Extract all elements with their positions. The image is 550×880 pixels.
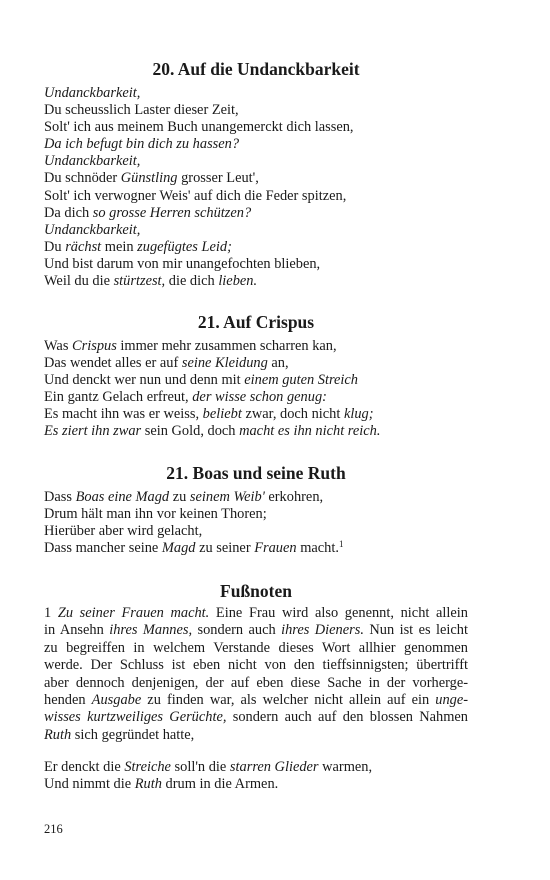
italic-run: Günstling bbox=[120, 170, 178, 187]
italic-run: Streiche bbox=[124, 759, 171, 775]
text-run: zu finden war, als welcher nicht allein auf ein bbox=[141, 692, 436, 709]
text-run: Du schnöder bbox=[44, 170, 121, 187]
text-run: Solt' ich verwogner Weis' auf dich die Feder spitzen, bbox=[44, 187, 347, 204]
text-line bbox=[44, 759, 484, 776]
page-number: 216 bbox=[44, 822, 63, 836]
italic-run: so grosse Herren schützen? bbox=[92, 204, 252, 221]
italic-run: ihres Dieners. bbox=[281, 622, 364, 639]
text-line bbox=[44, 355, 484, 372]
poem-crispus bbox=[44, 338, 484, 441]
text-run: grosser Leut', bbox=[177, 170, 259, 187]
text-line bbox=[44, 389, 484, 406]
poem-boas bbox=[44, 489, 484, 557]
italic-run: starren Glieder bbox=[229, 759, 319, 775]
italic-run: Es ziert ihn zwar bbox=[44, 423, 142, 440]
italic-run: ihres Mannes, bbox=[109, 622, 193, 639]
text-line bbox=[44, 273, 484, 290]
footnote-body bbox=[44, 605, 468, 744]
text-line bbox=[44, 85, 484, 102]
italic-run: seinem Weib' bbox=[189, 489, 265, 505]
italic-run: seine Kleidung bbox=[181, 355, 268, 372]
text-run: Was bbox=[44, 338, 73, 354]
text-line bbox=[44, 338, 484, 355]
text-run: Du scheusslich Laster dieser Zeit, bbox=[44, 102, 239, 119]
text-line bbox=[44, 605, 468, 622]
text-line bbox=[44, 657, 468, 674]
text-line bbox=[44, 222, 484, 239]
text-line bbox=[44, 406, 484, 423]
italic-run: Boas eine Magd bbox=[75, 489, 170, 505]
text-line bbox=[44, 205, 484, 222]
italic-run: Undanckbarkeit, bbox=[44, 153, 141, 170]
text-run: henden bbox=[44, 692, 92, 709]
italic-run: Frauen bbox=[254, 540, 297, 557]
text-line bbox=[44, 188, 484, 205]
text-run: aber dennoch denjenigen, der auf eben diese Sache in der vorherge- bbox=[44, 674, 468, 691]
text-run: Solt' ich aus meinem Buch unangemerckt dich lassen, bbox=[44, 119, 354, 136]
italic-run: rächst bbox=[65, 238, 102, 255]
text-run: Dass mancher seine bbox=[44, 540, 162, 557]
text-run: Es macht ihn was er weiss, bbox=[44, 406, 203, 423]
text-run: macht. bbox=[296, 540, 339, 557]
footnote-marker: 1 bbox=[338, 539, 344, 550]
text-run: sich gegründet hatte, bbox=[71, 726, 195, 743]
italic-run: beliebt bbox=[202, 406, 242, 423]
text-run: Eine Frau wird also genennt, nicht allein bbox=[209, 605, 468, 621]
text-run: Dass bbox=[44, 489, 76, 505]
text-run: soll'n die bbox=[170, 759, 230, 775]
italic-run: einem guten Streich bbox=[244, 372, 358, 389]
italic-run: Zu seiner Frauen macht. bbox=[57, 605, 210, 621]
text-line bbox=[44, 136, 484, 153]
text-run: immer mehr zusammen scharren kan, bbox=[116, 338, 337, 354]
text-run: zu bbox=[169, 489, 190, 505]
text-run: 1 bbox=[44, 605, 58, 621]
italic-run: der wisse schon genug: bbox=[192, 389, 327, 406]
text-run: Du bbox=[44, 238, 66, 255]
text-run: Er denckt die bbox=[44, 759, 125, 775]
text-line bbox=[44, 540, 484, 557]
text-run: an, bbox=[267, 355, 289, 372]
text-run: Weil du die bbox=[44, 273, 114, 290]
text-run: drum in die Armen. bbox=[161, 776, 279, 793]
section-title-undanckbarkeit: 20. Auf die Undanckbarkeit bbox=[152, 59, 360, 79]
italic-run: unge- bbox=[435, 692, 469, 709]
text-line bbox=[44, 153, 484, 170]
italic-run: lieben. bbox=[218, 273, 258, 290]
text-line bbox=[44, 423, 484, 440]
text-run: Und bist darum von mir unangefochten blieben, bbox=[44, 255, 321, 272]
text-run: Hierüber aber wird gelacht, bbox=[44, 523, 203, 540]
italic-run: wisses kurtzweiliges Gerüchte, bbox=[44, 709, 227, 726]
text-line bbox=[44, 692, 468, 709]
text-run: in Ansehn bbox=[44, 622, 110, 639]
text-run: zu begreiffen in welchem Verstande dieses Wort allhier genommen bbox=[44, 639, 468, 656]
italic-run: Ausgabe bbox=[91, 692, 142, 709]
text-run: sondern auch bbox=[192, 622, 282, 639]
text-line bbox=[44, 506, 484, 523]
italic-run: macht es ihn nicht reich. bbox=[239, 423, 381, 440]
text-line bbox=[44, 489, 484, 506]
text-run: werde. Der Schluss ist eben nicht von den tieffsinnigsten; übertrifft bbox=[44, 657, 468, 674]
italic-run: Ruth bbox=[44, 726, 72, 743]
text-run: Und denckt wer nun und denn mit bbox=[44, 372, 245, 389]
text-line bbox=[44, 239, 484, 256]
italic-run: Da ich befugt bin dich zu hassen? bbox=[44, 136, 240, 153]
text-run: zwar, doch nicht bbox=[241, 406, 344, 423]
italic-run: Undanckbarkeit, bbox=[44, 85, 141, 101]
text-line bbox=[44, 119, 484, 136]
poem-undanckbarkeit bbox=[44, 85, 484, 290]
text-run: Da dich bbox=[44, 204, 93, 221]
text-run: die dich bbox=[165, 273, 219, 290]
text-run: zu seiner bbox=[195, 540, 255, 557]
italic-run: klug; bbox=[343, 406, 374, 423]
italic-run: stürtzest, bbox=[113, 273, 166, 290]
text-run: Drum hält man ihn vor keinen Thoren; bbox=[44, 506, 267, 523]
text-line bbox=[44, 776, 484, 793]
text-run: erkohren, bbox=[264, 489, 324, 505]
text-run: warmen, bbox=[318, 759, 373, 775]
text-run: mein bbox=[101, 238, 138, 255]
text-line bbox=[44, 640, 468, 657]
text-run: Das wendet alles er auf bbox=[44, 355, 182, 372]
italic-run: Ruth bbox=[134, 776, 162, 793]
text-line bbox=[44, 523, 484, 540]
text-line bbox=[44, 372, 484, 389]
text-line bbox=[44, 102, 484, 119]
text-line bbox=[44, 170, 484, 187]
section-title-boas: 21. Boas und seine Ruth bbox=[166, 463, 346, 483]
text-run: sein Gold, doch bbox=[141, 423, 240, 440]
text-run: Nun ist es leicht bbox=[363, 622, 468, 639]
italic-run: Undanckbarkeit, bbox=[44, 221, 141, 238]
text-line bbox=[44, 622, 468, 639]
section-title-crispus: 21. Auf Crispus bbox=[197, 312, 315, 332]
text-run: Ein gantz Gelach erfreut, bbox=[44, 389, 193, 406]
italic-run: Crispus bbox=[72, 338, 117, 354]
text-line bbox=[44, 256, 484, 273]
text-run: sondern auch auf den blossen Nahmen bbox=[226, 709, 468, 726]
text-line bbox=[44, 709, 468, 726]
text-line bbox=[44, 675, 468, 692]
footnotes-title: Fußnoten bbox=[220, 581, 292, 601]
italic-run: zugefügtes Leid; bbox=[137, 238, 232, 255]
footnote-verse bbox=[44, 759, 484, 793]
italic-run: Magd bbox=[161, 540, 196, 557]
text-line bbox=[44, 727, 468, 744]
text-run: Und nimmt die bbox=[44, 776, 135, 793]
